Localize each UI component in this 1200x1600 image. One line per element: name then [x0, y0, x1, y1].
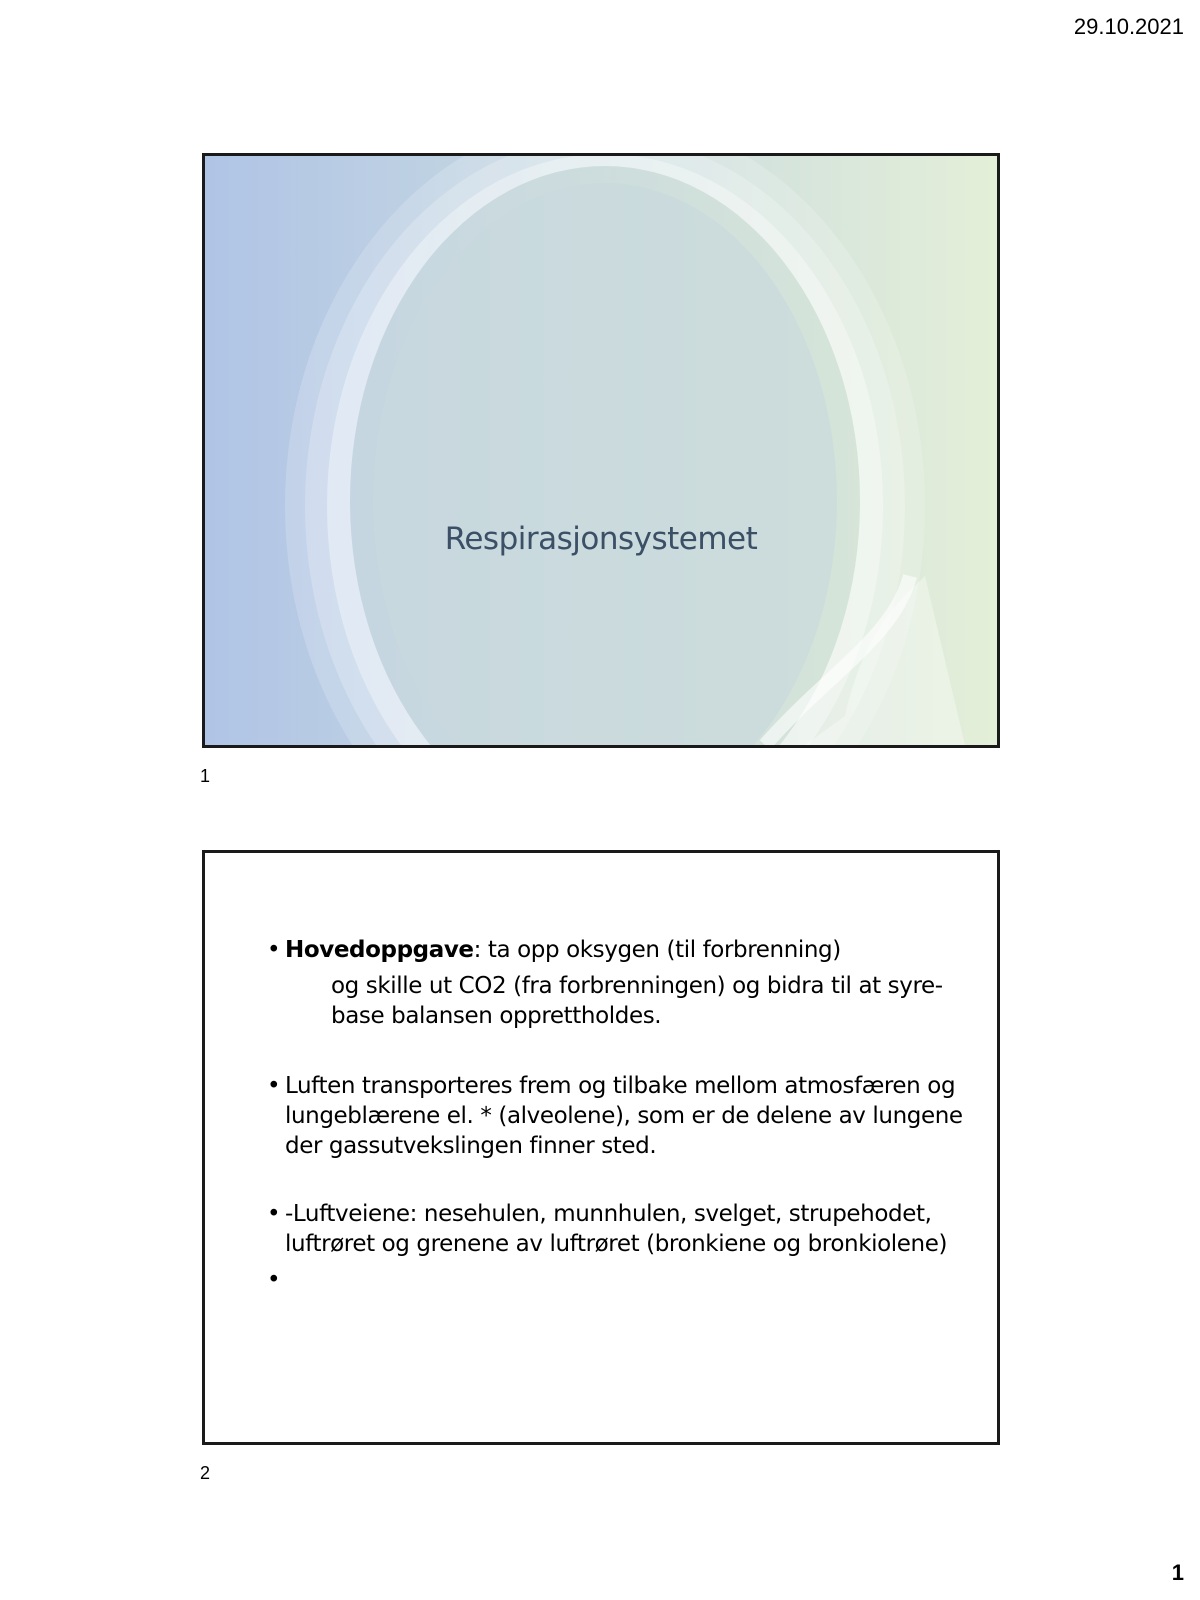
- slide-1-thumbnail: [202, 153, 1000, 748]
- bullet-2-text: Luften transporteres frem og tilbake mellom atmosfæren og lungeblærene el. * (alveolene), som er de delene av lungene der gassutvekslingen finner sted.: [285, 1073, 963, 1159]
- page-number: 1: [1171, 1560, 1184, 1585]
- slide-1-background: [205, 156, 997, 745]
- bullet-1-text: : ta opp oksygen (til forbrenning): [473, 937, 841, 963]
- slide-2-thumbnail: [202, 850, 1000, 1445]
- bullet-1-continuation: og skille ut CO2 (fra forbrenningen) og bidra til at syre-base balansen opprettholdes.: [331, 973, 943, 1029]
- bullet-item-3: [267, 1199, 967, 1259]
- slide-1-title: Respirasjonsystemet: [444, 521, 758, 557]
- slide-2-number: 2: [200, 1463, 211, 1483]
- bullet-3-text: -Luftveiene: nesehulen, munnhulen, svelget, strupehodet, luftrøret og grenene av luftrøret (bronkiene og bronkiolene): [285, 1201, 948, 1257]
- slide-2-bullet-list: [267, 935, 967, 1295]
- bullet-1-bold-term: Hovedoppgave: [285, 937, 474, 963]
- bullet-item-1: [267, 935, 967, 965]
- bullet-item-4-empty: [267, 1265, 967, 1295]
- page-date: 29.10.2021: [1073, 14, 1184, 39]
- slide-1-number: 1: [200, 766, 211, 786]
- bullet-item-2: [267, 1071, 967, 1161]
